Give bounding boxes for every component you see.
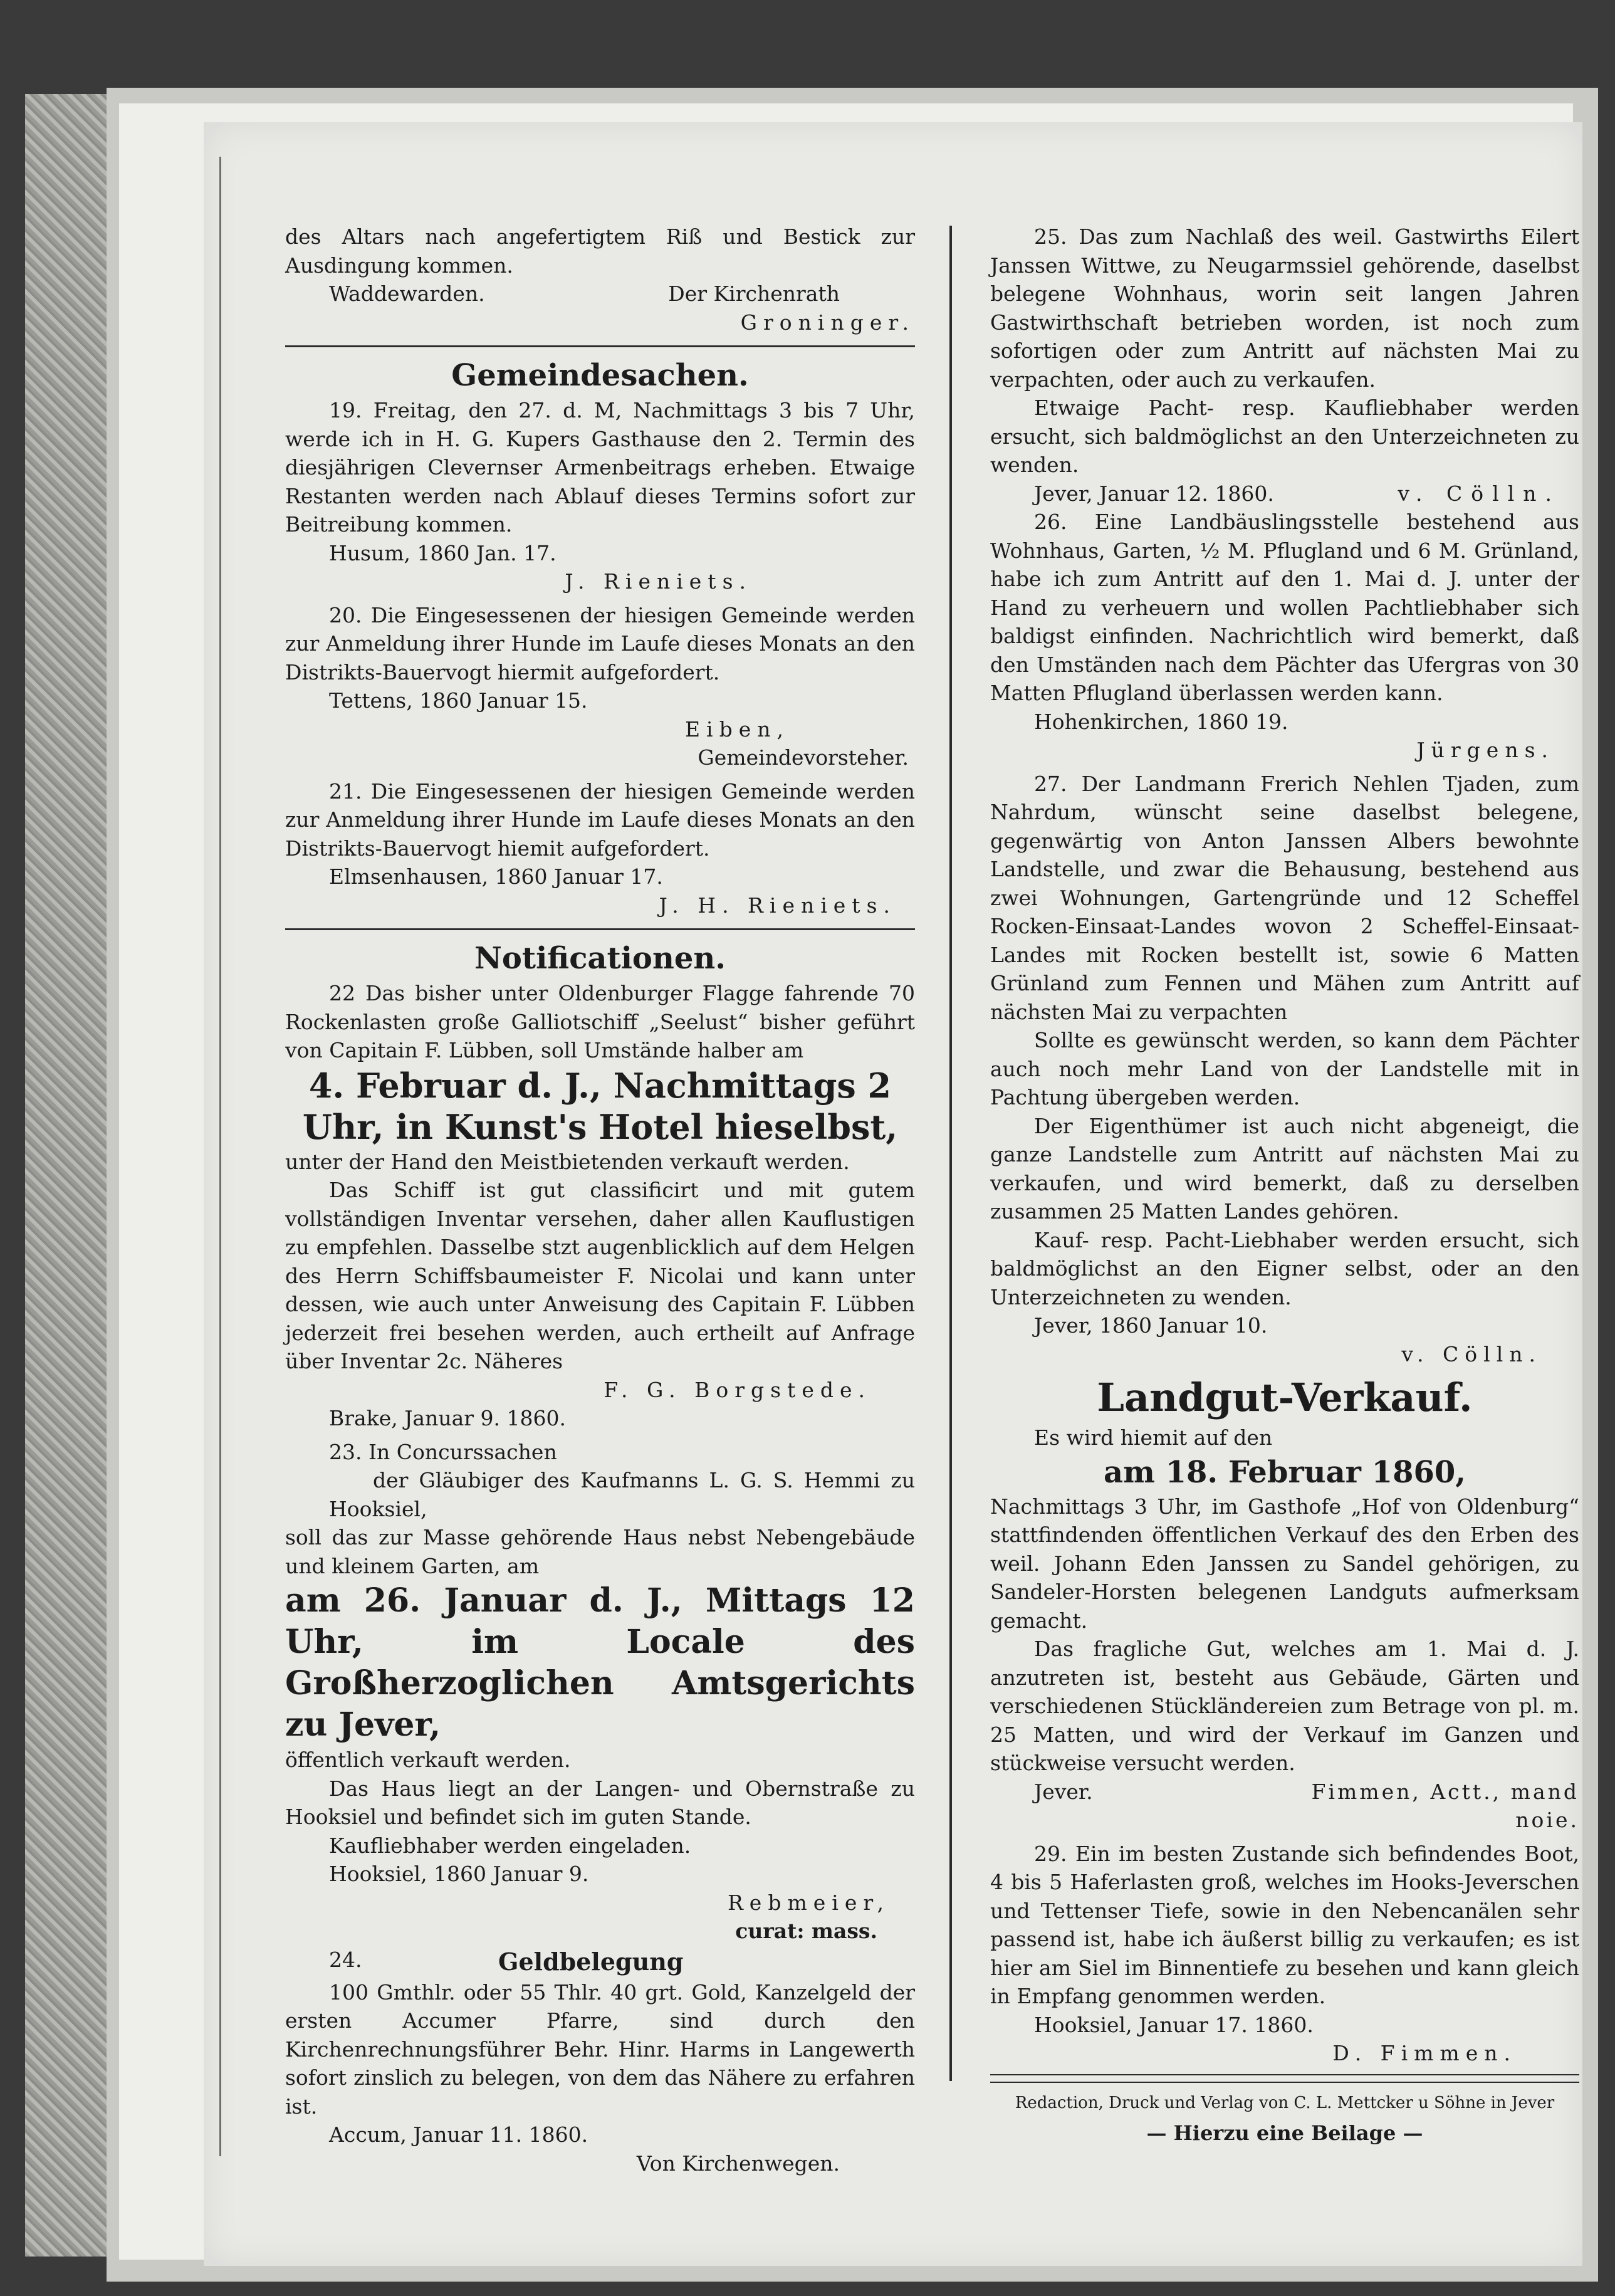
intro-signer-title: Der Kirchenrath <box>668 281 840 306</box>
section-heading-gemeindesachen: Gemeindesachen. <box>451 358 749 393</box>
notice-27-sale: Der Eigenthümer ist auch nicht abgeneigt, die ganze Landstelle zum Antritt auf nächsten Mai zu verkaufen, und wird bemerkt, daß zu derselben zusammen 25 Matten Landes gehören. <box>990 1113 1579 1224</box>
landgut-text: Nachmittags 3 Uhr, im Gasthofe „Hof von Oldenburg“ stattfindenden öffentlichen Verkauf des den Erben des weil. Johann Eden Janssen zu Sandel gehörigen, zu Sandeler-Horsten belegenen Landguts aufmerksam gemacht. <box>990 1494 1579 1633</box>
notice-22-after: unter der Hand den Meistbietenden verkauft werden. <box>285 1149 850 1174</box>
notice-27-place-date: Jever, 1860 Januar 10. <box>1034 1313 1268 1338</box>
intro-signer-name: Groninger. <box>740 310 915 335</box>
landgut-heading: Landgut-Verkauf. <box>1097 1375 1473 1420</box>
intro-text: des Altars nach angefertigtem Riß und Bestick zur Ausdingung kommen. <box>285 224 915 278</box>
notice-27-request: Kauf- resp. Pacht-Liebhaber werden ersucht, sich baldmöglichst an den Eigner selbst, oder an den Unterzeichneten zu wenden. <box>990 1227 1579 1309</box>
page-left-rule <box>219 157 221 2156</box>
notice-24-signer: Von Kirchenwegen. <box>636 2151 840 2176</box>
notice-25-text: 25. Das zum Nachlaß des weil. Gastwirths Eilert Janssen Wittwe, zu Neugarmssiel gehörende, daselbst belegene Wohnhaus, worin seit langen Jahren Gastwirthschaft betrieben worden, ist noch zum sofortigen oder zum Antritt auf nächsten Mai zu verpachten, oder auch zu verkaufen. <box>990 224 1579 392</box>
notice-24-heading-row <box>285 1946 915 1978</box>
section-heading-notificationen: Notificationen. <box>474 941 726 976</box>
notice-26-text: 26. Eine Landbäuslingsstelle bestehend aus Wohnhaus, Garten, ½ M. Pflugland und 6 M. Grünland, habe ich zum Antritt auf den 1. Mai d. J. unter der Hand zu verheuern und wollen Pachtliebhaber sich baldigst einfinden. Nachrichtlich wird bemerkt, daß den Umständen nach dem Pächter das Ufergras von 30 Matten Pflugland überlassen werden kann. <box>990 510 1579 705</box>
notice-24-text: 100 Gmthlr. oder 55 Thlr. 40 grt. Gold, Kanzelgeld der ersten Accumer Pfarre, sind durch den Kirchenrechnungsführer Behr. Hinr. Harms in Langewerth sofort zinslich zu belegen, von dem das Nähere zu erfahren ist. <box>285 1979 915 2119</box>
right-column <box>990 223 1579 2149</box>
notice-26-signer: Jürgens. <box>1416 738 1554 762</box>
notice-25-place-date: Jever, Januar 12. 1860. <box>1034 481 1274 506</box>
notice-25-signature-row <box>990 480 1579 508</box>
notice-23-signer: Rebmeier, <box>727 1890 890 1915</box>
notice-21-place-date: Elmsenhausen, 1860 Januar 17. <box>329 864 663 889</box>
notice-20-place-date: Tettens, 1860 Januar 15. <box>329 688 588 713</box>
notice-22-signer: F. G. Borgstede. <box>604 1377 871 1402</box>
notice-21-signer: J. H. Rieniets. <box>659 893 896 918</box>
notice-24-heading: Geldbelegung <box>498 1947 684 1976</box>
intro-signature-row <box>285 280 915 308</box>
rule <box>990 2074 1579 2075</box>
notice-27-signer: v. Cölln. <box>1401 1341 1542 1366</box>
notice-23-auction-date: am 26. Januar d. J., Mittags 12 Uhr, im Locale des Großherzoglichen Amtsgerichts zu Jever, <box>285 1581 915 1744</box>
notice-26-place-date: Hohenkirchen, 1860 19. <box>1034 709 1288 734</box>
notice-25-signer: v. Cölln. <box>1398 481 1560 506</box>
landgut-auction-date: am 18. Februar 1860, <box>1104 1454 1466 1490</box>
notice-20-signer: Eiben, <box>684 716 790 742</box>
landgut-details: Das fragliche Gut, welches am 1. Mai d. J. anzutreten ist, besteht aus Gebäude, Gärten und verschiedenen Stückländereien zum Betrage von pl. m. 25 Matten, und wird der Verkauf im Ganzen und stückweise versucht werden. <box>990 1637 1579 1775</box>
notice-25-request: Etwaige Pacht- resp. Kaufliebhaber werden ersucht, sich baldmöglichst an den Unterzeichneten zu wenden. <box>990 396 1579 477</box>
notice-22-text: 22 Das bisher unter Oldenburger Flagge fahrende 70 Rockenlasten große Galliotschiff „Seelust“ bisher geführt von Capitain F. Lübben, soll Umstände halber am <box>285 981 915 1062</box>
notice-19-place-date: Husum, 1860 Jan. 17. <box>329 540 557 565</box>
supplement-note: — Hierzu eine Beilage — <box>1146 2120 1423 2145</box>
notice-20-signer-title: Gemeindevorsteher. <box>698 745 909 770</box>
notice-29-text: 29. Ein im besten Zustande sich befindendes Boot, 4 bis 5 Haferlasten groß, welches im Hooks-Jeverschen und Tettenser Tiefe, sowie in den Nebencanälen sehr passend ist, habe ich äußerst billig zu verkaufen; es ist hier am Siel im Binnentiefe zu besehen und kann gleich in Empfang genommen werden. <box>990 1841 1579 2008</box>
notice-29-place-date: Hooksiel, Januar 17. 1860. <box>1034 2012 1314 2037</box>
notice-23-place-date: Hooksiel, 1860 Januar 9. <box>329 1862 589 1886</box>
notice-23-signer-title: curat: mass. <box>735 1919 877 1943</box>
notice-23-after: öffentlich verkauft werden. <box>285 1748 571 1772</box>
notice-22-details: Das Schiff ist gut classificirt und mit gutem vollständigen Inventar versehen, daher allen Kauflustigen zu empfehlen. Dasselbe stzt augenblicklich auf dem Helgen des Herrn Schiffsbaumeister F. Nicolai und kann unter dessen, wie auch unter Anweisung des Capitain F. Lübben jederzeit frei besehen werden, auch ertheilt auf Anfrage über Inventar 2c. Näheres <box>285 1178 915 1373</box>
notice-23-invite: Kaufliebhaber werden eingeladen. <box>329 1833 691 1858</box>
notice-21-text: 21. Die Eingesessenen der hiesigen Gemeinde werden zur Anmeldung ihrer Hunde im Laufe dieses Monats an den Distrikts-Bauervogt hiemit aufgefordert. <box>285 778 915 861</box>
notice-23-line1: 23. In Concurssachen <box>329 1439 557 1464</box>
notice-27-more-land: Sollte es gewünscht werden, so kann dem Pächter auch noch mehr Land von der Landstelle mit in Pachtung übergeben werden. <box>990 1028 1579 1109</box>
notice-29-signer: D. Fimmen. <box>1332 2041 1517 2065</box>
notice-23-line3: soll das zur Masse gehörende Haus nebst Nebengebäude und kleinem Garten, am <box>285 1525 915 1578</box>
notice-22-auction-date: 4. Februar d. J., Nachmittags 2 Uhr, in Kunst's Hotel hieselbst, <box>302 1065 898 1147</box>
rule <box>990 2082 1579 2083</box>
notice-24-number: 24. <box>329 1947 362 1972</box>
column-divider <box>949 226 952 2081</box>
notice-19-signer: J. Rieniets. <box>565 569 752 594</box>
landgut-place: Jever. <box>1034 1779 1093 1804</box>
imprint: Redaction, Druck und Verlag von C. L. Mettcker u Söhne in Jever <box>1015 2093 1555 2112</box>
rule <box>285 345 915 347</box>
rule <box>285 928 915 930</box>
left-column <box>285 223 915 2178</box>
landgut-signature-row <box>990 1778 1579 1835</box>
notice-24-place-date: Accum, Januar 11. 1860. <box>329 2122 588 2147</box>
notice-23-line2: der Gläubiger des Kaufmanns L. G. S. Hemmi zu Hooksiel, <box>329 1468 915 1521</box>
notice-20-text: 20. Die Eingesessenen der hiesigen Gemeinde werden zur Anmeldung ihrer Hunde im Laufe dieses Monats an den Distrikts-Bauervogt hiermit aufgefordert. <box>285 602 915 684</box>
notice-19-text: 19. Freitag, den 27. d. M, Nachmittags 3 bis 7 Uhr, werde ich in H. G. Kupers Gasthause den 2. Termin des diesjährigen Clevernser Armenbeitrags erheben. Etwaige Restanten werden nach Ablauf dieses Termins sofort zur Beitreibung kommen. <box>285 398 915 537</box>
landgut-signer: Fimmen, Actt., mand noie. <box>1311 1779 1579 1832</box>
notice-22-place-date: Brake, Januar 9. 1860. <box>329 1406 567 1430</box>
landgut-intro: Es wird hiemit auf den <box>1034 1425 1273 1450</box>
notice-23-house: Das Haus liegt an der Langen- und Obernstraße zu Hooksiel und befindet sich im guten Stande. <box>285 1776 915 1829</box>
intro-place: Waddewarden. <box>329 281 485 306</box>
notice-27-text: 27. Der Landmann Frerich Nehlen Tjaden, zum Nahrdum, wünscht seine daselbst belegene, gegenwärtig von Anton Janssen Albers bewohnte Landstelle, und zwar die Behausung, bestehend aus zwei Wohnungen, Gartengründe und 12 Scheffel Rocken-Einsaat-Landes wovon 2 Scheffel-Einsaat-Landes mit Rocken bestellt ist, sowie 6 Matten Grünland zum Fennen und Mähen zum Antritt auf nächsten Mai zu verpachten <box>990 771 1579 1024</box>
